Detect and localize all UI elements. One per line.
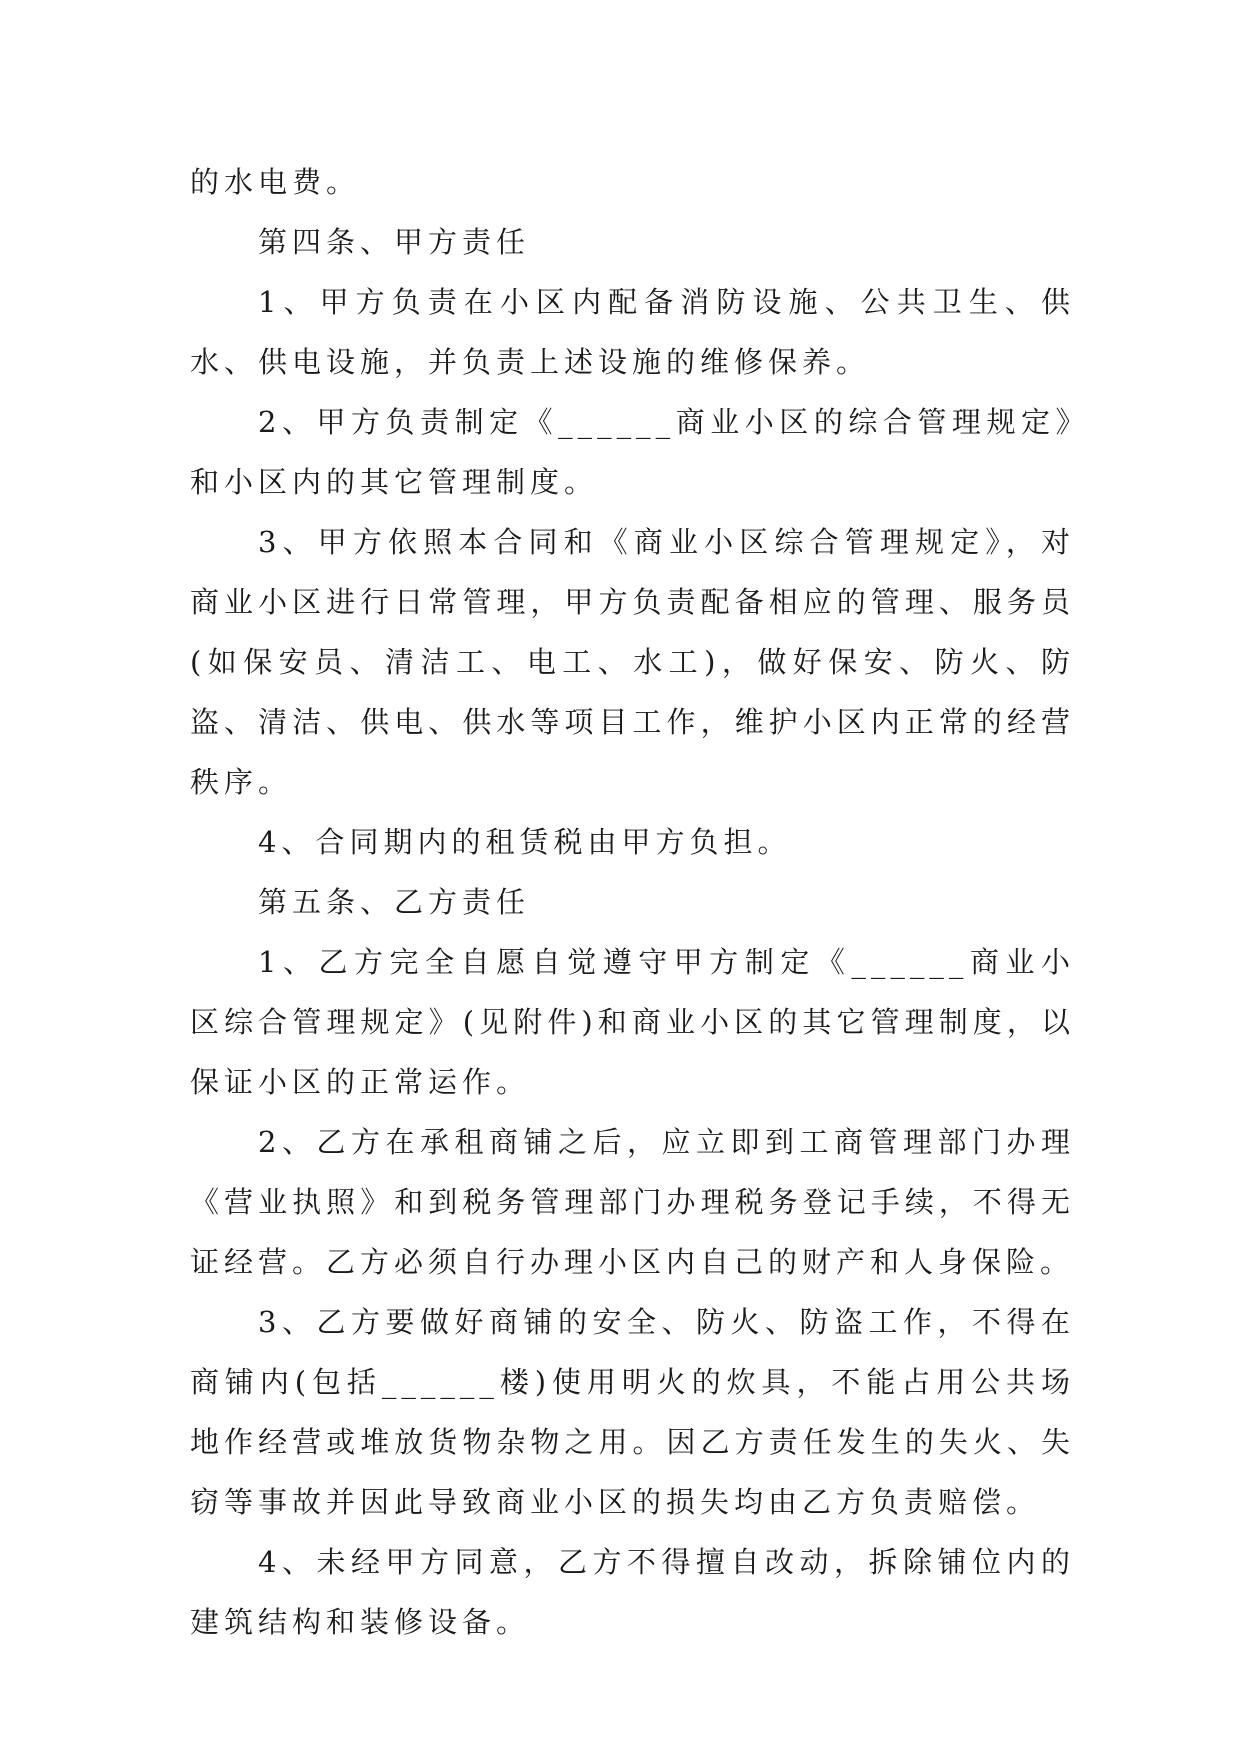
article-4-clause-2: 2、甲方负责制定《______商业小区的综合管理规定》和小区内的其它管理制度。 xyxy=(190,405,1075,499)
article-5-clause-3: 3、乙方要做好商铺的安全、防火、防盗工作，不得在商铺内(包括______楼)使用明火的炊具，不能占用公共场地作经营或堆放货物杂物之用。因乙方责任发生的失火、失窃等事故并因此导致商业小区的损失均由乙方负责赔偿。 xyxy=(190,1305,1075,1519)
article-4-clause-1: 1、甲方负责在小区内配备消防设施、公共卫生、供水、供电设施，并负责上述设施的维修保养。 xyxy=(190,285,1075,379)
article-5-clause-1: 1、乙方完全自愿自觉遵守甲方制定《______商业小区综合管理规定》(见附件)和商业小区的其它管理制度，以保证小区的正常运作。 xyxy=(190,945,1075,1099)
article-4-clause-3: 3、甲方依照本合同和《商业小区综合管理规定》，对商业小区进行日常管理，甲方负责配备相应的管理、服务员(如保安员、清洁工、电工、水工)，做好保安、防火、防盗、清洁、供电、供水等项目工作，维护小区内正常的经营秩序。 xyxy=(190,525,1075,799)
article-5-heading: 第五条、乙方责任 xyxy=(258,885,531,919)
article-5-clause-4: 4、未经甲方同意，乙方不得擅自改动，拆除铺位内的建筑结构和装修设备。 xyxy=(190,1545,1075,1639)
paragraph-continuation: 的水电费。 xyxy=(190,165,361,199)
article-4-heading: 第四条、甲方责任 xyxy=(258,225,531,259)
article-4-clause-4: 4、合同期内的租赁税由甲方负担。 xyxy=(258,825,792,859)
article-5-clause-2: 2、乙方在承租商铺之后，应立即到工商管理部门办理《营业执照》和到税务管理部门办理税务登记手续，不得无证经营。乙方必须自行办理小区内自己的财产和人身保险。 xyxy=(190,1125,1075,1279)
document-page xyxy=(190,152,1075,1652)
